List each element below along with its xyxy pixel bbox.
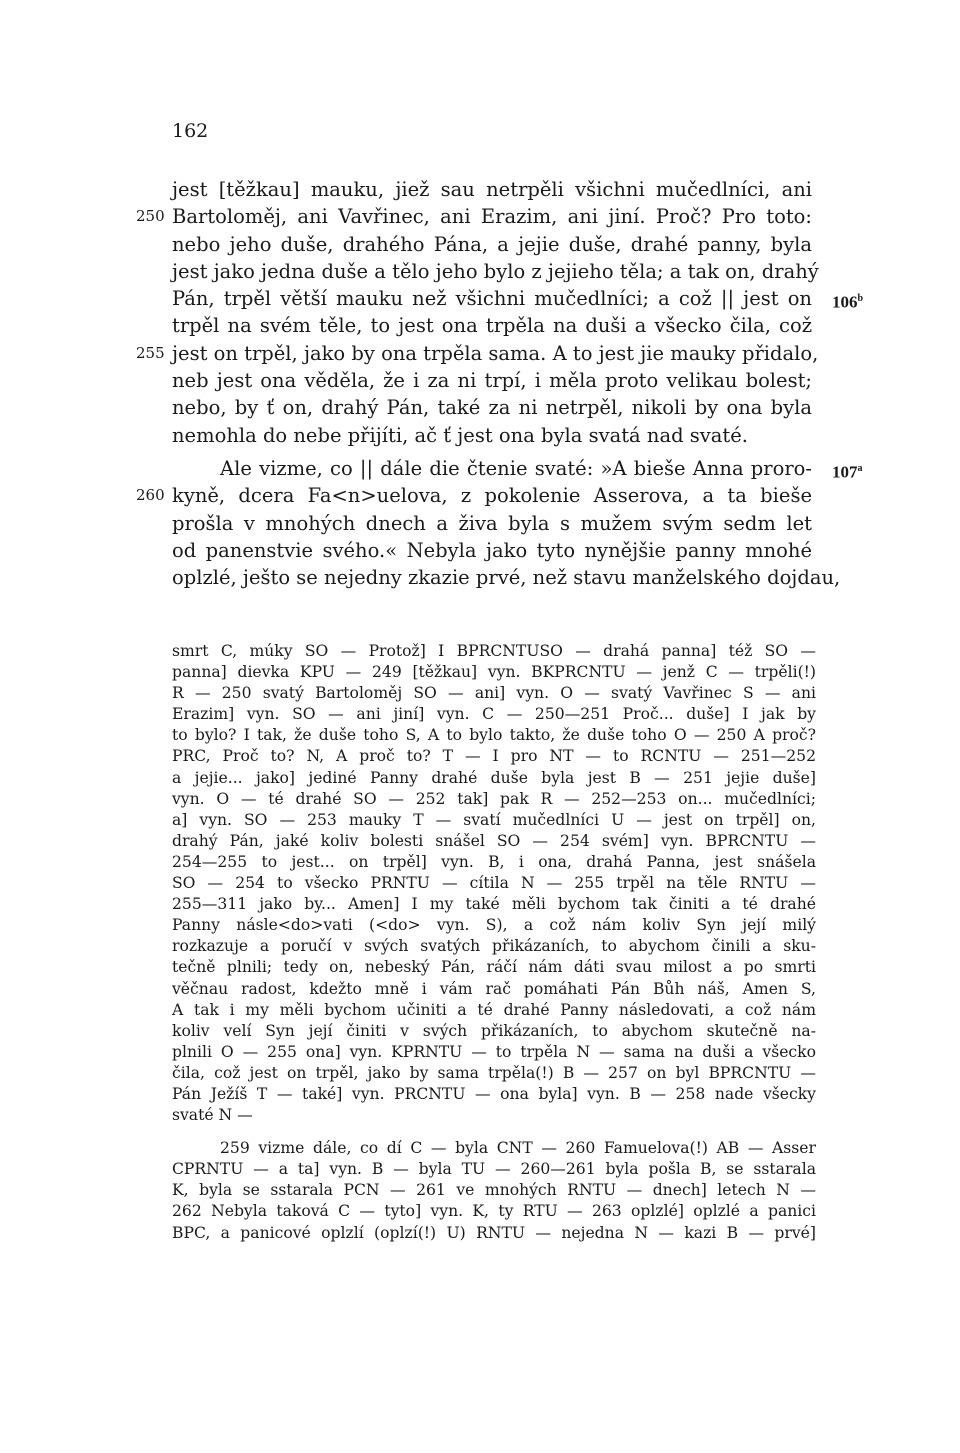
note-line: 255—311 jako by... Amen] I my také měli bychom tak činiti a té drahé <box>172 895 816 914</box>
note-line: rozkazuje a poručí v svých svatých přikázaních, to abychom činili a sku- <box>172 937 816 956</box>
note-line: BPC, a panicové oplzlí (oplzí(!) U) RNTU — nejedna N — kazi B — prvé] <box>172 1223 816 1242</box>
line-number: 260 <box>136 486 165 505</box>
line-number: 250 <box>136 207 165 226</box>
note-line: a jejie... jako] jediné Panny drahé duše byla jest B — 251 jejie duše] <box>172 768 816 787</box>
text-line: 250 Bartoloměj, ani Vavřinec, ani Erazim, ani jiní. Proč? Pro toto: <box>172 203 812 230</box>
note-line: Pán Ježíš T — také] vyn. PRCNTU — ona byla] vyn. B — 258 nade všecky <box>172 1084 816 1103</box>
note-line: smrt C, múky SO — Protož] I BPRCNTUSO — drahá panna] též SO — <box>172 642 816 660</box>
folio-marker: 106$^b$ <box>832 292 864 312</box>
text-line: 260 kyně, dcera Fa<n>uelova, z pokolenie Asserova, a ta bieše <box>172 482 812 509</box>
note-line: panna] dievka KPU — 249 [těžkau] vyn. BKPRCNTU — jenž C — trpěli(!) <box>172 663 816 682</box>
note-line: 262 Nebyla taková C — tyto] vyn. K, ty RTU — 263 oplzlé] oplzlé a panici <box>172 1202 816 1221</box>
text-line: od panenstvie svého.« Nebyla jako tyto nynějšie panny mnohé <box>172 538 812 562</box>
note-line: drahý Pán, jaké koliv bolesti snášel SO — 254 svém] vyn. BPRCNTU — <box>172 831 816 850</box>
text-line: nebo jeho duše, drahého Pána, a jejie duše, drahé panny, byla <box>172 232 812 256</box>
note-line: svaté N — <box>172 1106 253 1125</box>
note-line: tečně plnili; tedy on, nebeský Pán, ráčí nám dáti svau milost a po smrti <box>172 958 816 977</box>
note-line: 254—255 to jest... on trpěl] vyn. B, i ona, drahá Panna, jest snášela <box>172 852 816 871</box>
note-line: plnili O — 255 ona] vyn. KPRNTU — to trpěla N — sama na duši a všecko <box>172 1042 816 1061</box>
notes-gap <box>172 1126 816 1138</box>
note-line: R — 250 svatý Bartoloměj SO — ani] vyn. O — svatý Vavřinec S — ani <box>172 684 816 703</box>
text-line: neb jest ona věděla, že i za ni trpí, i měla proto velikau bolest; <box>172 369 812 393</box>
note-line: A tak i my měli bychom učiniti a té drahé Panny následovati, a což nám <box>172 1000 816 1019</box>
note-line: Erazim] vyn. SO — ani jiní] vyn. C — 250—251 Proč... duše] I jak by <box>172 705 816 724</box>
note-line: PRC, Proč to? N, A proč to? T — I pro NT — to RCNTU — 251—252 <box>172 747 816 766</box>
text-line: trpěl na svém těle, to jest ona trpěla na duši a všecko čila, což <box>172 314 812 338</box>
note-line: čila, což jest on trpěl, jako by sama trpěla(!) B — 257 on byl BPRCNTU — <box>172 1063 816 1082</box>
note-line: koliv velí Syn její činiti v svých přikázaních, to abychom skutečně na- <box>172 1021 816 1040</box>
page-number: 162 <box>172 120 209 142</box>
text-line: jest jako jedna duše a tělo jeho bylo z jejieho těla; a tak on, drahý <box>172 259 819 283</box>
note-line: SO — 254 to všecko PRNTU — cítila N — 255 trpěl na těle RNTU — <box>172 874 816 893</box>
folio-marker: 107$^a$ <box>832 462 863 482</box>
main-text <box>136 176 864 591</box>
note-line: věčnau radost, kdežto mně i vám rač pomáhati Pán Bůh náš, Amen S, <box>172 979 816 998</box>
text-line: oplzlé, ješto se nejedny zkazie prvé, než stavu manželského dojdau, <box>172 566 841 590</box>
text-line: Pán, trpěl větší mauku než všichni mučedlníci; a což || jest on 106$^b$ <box>172 285 812 312</box>
critical-apparatus <box>172 641 816 1244</box>
note-line: CPRNTU — a ta] vyn. B — byla TU — 260—261 byla pošla B, se sstarala <box>172 1160 816 1179</box>
note-line: K, byla se sstarala PCN — 261 ve mnohých RNTU — dnech] letech N — <box>172 1181 816 1200</box>
note-line: a] vyn. SO — 253 mauky T — svatí mučedlníci U — jest on trpěl] on, <box>172 810 816 829</box>
text-line: prošla v mnohých dnech a živa byla s mužem svým sedm let <box>172 511 812 535</box>
text-line: Ale vizme, co || dále die čtenie svaté: »A bieše Anna proro- 107$^a$ <box>172 455 812 482</box>
line-number: 255 <box>136 343 165 362</box>
text-line: nemohla do nebe přijíti, ač ť jest ona byla svatá nad svaté. <box>172 423 748 447</box>
note-line: Panny násle<do>vati (<do> vyn. S), a což nám koliv Syn její milý <box>172 916 816 935</box>
text-line: jest [těžkau] mauku, jiež sau netrpěli všichni mučedlníci, ani <box>172 178 812 201</box>
note-line: vyn. O — té drahé SO — 252 tak] pak R — 252—253 on... mučedlníci; <box>172 789 816 808</box>
text-line: 255 jest on trpěl, jako by ona trpěla sama. A to jest jie mauky přidalo, <box>172 340 812 367</box>
note-line: to bylo? I tak, že duše toho S, A to bylo takto, že duše toho O — 250 A proč? <box>172 726 816 745</box>
text-line: nebo, by ť on, drahý Pán, také za ni netrpěl, nikoli by ona byla <box>172 396 812 420</box>
note-line: 259 vizme dále, co dí C — byla CNT — 260 Famuelova(!) AB — Asser <box>220 1139 816 1158</box>
